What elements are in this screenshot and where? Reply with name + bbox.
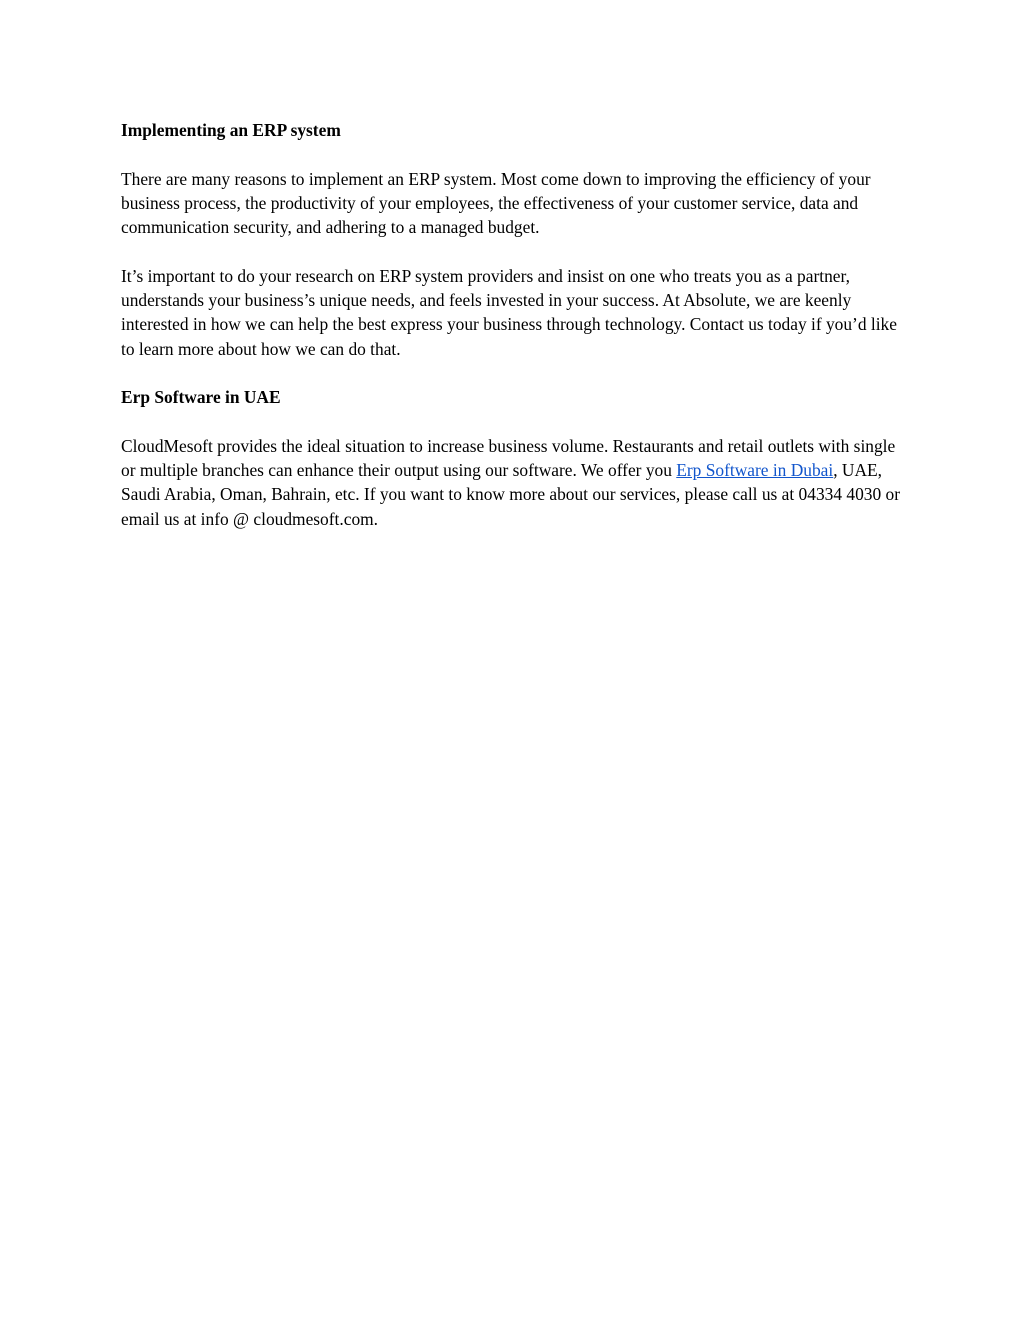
paragraph-research: It’s important to do your research on ERP system providers and insist on one who treats you as a partner, understands your business’s unique needs, and feels invested in your success. At Absolute, we are keenly interested in how we can help the best express your business through technology. Contact us today if you’d like to learn more about how we can do that. xyxy=(121,265,897,359)
spacer xyxy=(121,239,911,263)
paragraph-text-after-link: , UAE, Saudi Arabia, Oman, Bahrain, etc. If you want to know more about our services, please call us at 04334 4030 or email us at info @ cloudmesoft.com. xyxy=(121,460,900,529)
paragraph-cloudmesoft xyxy=(121,434,911,531)
erp-software-dubai-link[interactable]: Erp Software in Dubai xyxy=(676,460,834,481)
paragraph-reasons: There are many reasons to implement an ERP system. Most come down to improving the efficiency of your business process, the productivity of your employees, the effectiveness of your customer service, data and communication security, and adhering to a managed budget. xyxy=(121,168,871,238)
spacer xyxy=(121,361,911,385)
spacer xyxy=(121,142,911,166)
spacer xyxy=(121,410,911,434)
section-heading-implementing-erp: Implementing an ERP system xyxy=(121,120,341,140)
paragraph-text-before-link: CloudMesoft provides the ideal situation to increase business volume. Restaurants and retail outlets with single or multiple branches can enhance their output using our software. We offer you xyxy=(121,435,896,481)
section-heading-erp-uae: Erp Software in UAE xyxy=(121,387,281,408)
document-body xyxy=(121,118,911,531)
